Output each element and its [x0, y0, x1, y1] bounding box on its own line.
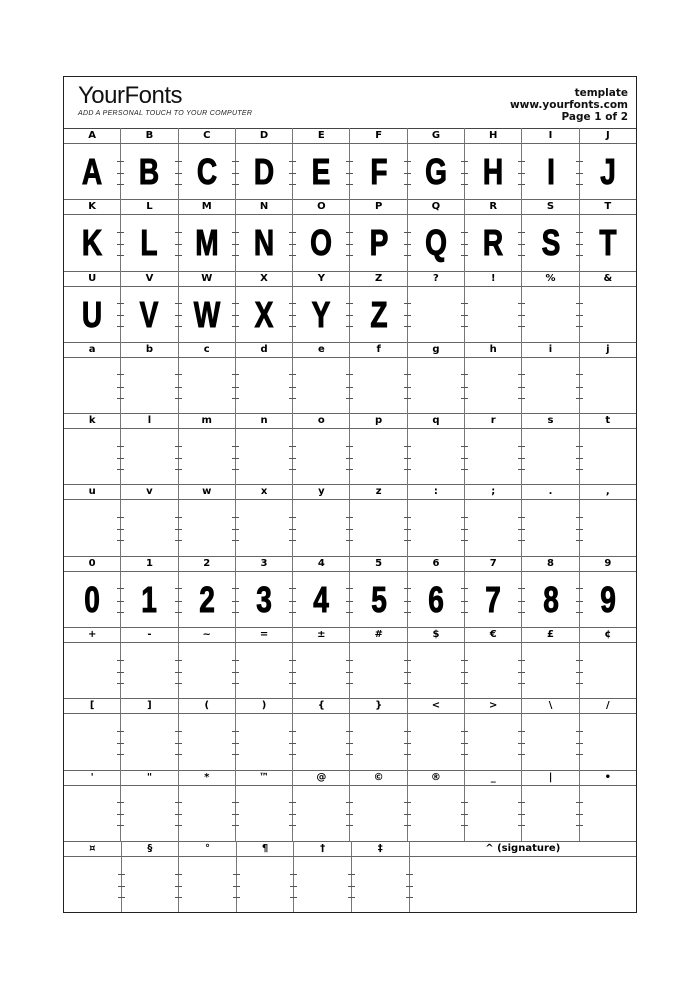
character-label: c: [179, 342, 236, 357]
glyph-cell[interactable]: [580, 215, 636, 270]
character-label: m: [179, 413, 236, 428]
glyph-sample: H: [483, 151, 504, 192]
glyph-cell[interactable]: [465, 500, 522, 555]
glyph-cell[interactable]: [121, 643, 178, 698]
character-label: 0: [64, 556, 121, 571]
glyph-cell[interactable]: [236, 643, 293, 698]
character-label: y: [293, 484, 350, 499]
signature-label: ^ (signature): [485, 842, 561, 854]
grid-row: [64, 698, 636, 769]
glyph-cell[interactable]: [580, 572, 636, 627]
character-label: t: [605, 415, 611, 427]
grid-row: [64, 484, 636, 555]
character-label: _: [465, 770, 522, 785]
character-label: Y: [293, 271, 350, 286]
character-label: w: [179, 484, 236, 499]
character-label: 8: [522, 556, 579, 571]
character-label: A: [64, 128, 121, 143]
glyph-cell[interactable]: [522, 643, 579, 698]
character-label: }: [350, 698, 407, 713]
font-template-sheet: [63, 76, 637, 913]
glyph-cell[interactable]: [236, 144, 293, 199]
character-label: 3: [236, 556, 293, 571]
glyph-cell[interactable]: [293, 215, 350, 270]
glyph-cell[interactable]: [580, 429, 636, 484]
glyph-cell[interactable]: [293, 714, 350, 769]
glyph-sample: 6: [428, 578, 444, 620]
glyph-cell[interactable]: [522, 358, 579, 413]
glyph-cell[interactable]: [408, 358, 465, 413]
character-label: !: [465, 271, 522, 286]
glyph-sample: L: [140, 222, 159, 264]
character-label: ?: [408, 271, 465, 286]
glyph-cell[interactable]: [179, 287, 236, 342]
glyph-cell[interactable]: [408, 643, 465, 698]
glyph-cell[interactable]: [522, 500, 579, 555]
character-label: ¶: [237, 841, 295, 856]
glyph-sample: Y: [311, 293, 331, 335]
glyph-sample: P: [369, 222, 388, 264]
glyph-cell[interactable]: [580, 714, 636, 769]
glyph-cell[interactable]: [293, 144, 350, 199]
character-label: ±: [293, 627, 350, 642]
character-label: L: [121, 199, 178, 214]
glyph-cell[interactable]: [236, 500, 293, 555]
glyph-cell[interactable]: [236, 714, 293, 769]
character-label: ®: [408, 770, 465, 785]
character-label: D: [236, 128, 293, 143]
glyph-cell[interactable]: [121, 358, 178, 413]
glyph-sample: 3: [256, 578, 272, 620]
character-label: M: [179, 199, 236, 214]
glyph-cell[interactable]: [64, 429, 121, 484]
glyph-cell[interactable]: [236, 786, 293, 841]
glyph-cell[interactable]: [522, 215, 579, 270]
character-label: .: [522, 484, 579, 499]
character-label: ‡: [352, 841, 410, 856]
character-label: 1: [121, 556, 178, 571]
character-label: >: [465, 698, 522, 713]
grid-row: [64, 342, 636, 413]
glyph-cell[interactable]: [465, 144, 522, 199]
template-label: template: [574, 87, 628, 99]
character-label: §: [122, 841, 180, 856]
glyph-cell[interactable]: [580, 358, 636, 413]
glyph-row: [64, 429, 636, 485]
character-label: ©: [350, 770, 407, 785]
glyph-cell[interactable]: [580, 144, 636, 199]
glyph-cell[interactable]: [465, 429, 522, 484]
character-label: a: [64, 342, 121, 357]
glyph-cell[interactable]: [121, 500, 178, 555]
character-label: Z: [350, 271, 407, 286]
glyph-row: [64, 358, 636, 414]
character-label: ;: [465, 484, 522, 499]
glyph-cell[interactable]: [350, 643, 407, 698]
character-label: &: [603, 272, 613, 284]
label-row: [64, 627, 636, 643]
glyph-cell[interactable]: [236, 287, 293, 342]
character-label: e: [293, 342, 350, 357]
glyph-cell[interactable]: [293, 572, 350, 627]
character-label: E: [293, 128, 350, 143]
glyph-row: [64, 144, 636, 200]
glyph-row: [64, 287, 636, 343]
glyph-cell[interactable]: [293, 643, 350, 698]
glyph-cell[interactable]: [64, 287, 121, 342]
glyph-cell[interactable]: [465, 643, 522, 698]
character-label: V: [121, 271, 178, 286]
character-label: U: [64, 271, 121, 286]
glyph-cell[interactable]: [64, 643, 121, 698]
character-label: -: [121, 627, 178, 642]
glyph-sample: 5: [370, 578, 387, 620]
glyph-cell[interactable]: [408, 500, 465, 555]
character-label: r: [465, 413, 522, 428]
character-label: (: [179, 698, 236, 713]
label-row: [64, 271, 636, 287]
glyph-cell[interactable]: [179, 572, 236, 627]
glyph-sample: Z: [370, 293, 388, 335]
glyph-cell[interactable]: [179, 358, 236, 413]
glyph-cell[interactable]: [293, 500, 350, 555]
character-label: v: [121, 484, 178, 499]
glyph-cell[interactable]: [64, 358, 121, 413]
glyph-cell[interactable]: [465, 358, 522, 413]
character-label: W: [179, 271, 236, 286]
character-label: T: [604, 201, 612, 213]
character-label: {: [293, 698, 350, 713]
glyph-sample: C: [196, 151, 217, 192]
glyph-cell[interactable]: [121, 786, 178, 841]
character-label: K: [64, 199, 121, 214]
header: [64, 77, 636, 129]
glyph-cell[interactable]: [408, 287, 465, 342]
glyph-sample: W: [193, 293, 220, 335]
glyph-cell[interactable]: [522, 429, 579, 484]
glyph-cell[interactable]: [350, 358, 407, 413]
glyph-sample: A: [82, 151, 103, 192]
glyph-cell[interactable]: [408, 429, 465, 484]
glyph-cell[interactable]: [350, 500, 407, 555]
glyph-cell[interactable]: [352, 857, 410, 912]
glyph-sample: 7: [485, 578, 502, 620]
character-label: u: [64, 484, 121, 499]
glyph-sample: O: [310, 222, 333, 264]
glyph-cell[interactable]: [580, 500, 636, 555]
glyph-cell[interactable]: [522, 786, 579, 841]
glyph-cell[interactable]: [293, 287, 350, 342]
character-label: i: [522, 342, 579, 357]
character-label: h: [465, 342, 522, 357]
character-label: •: [604, 771, 612, 783]
glyph-row: [64, 500, 636, 556]
glyph-cell[interactable]: [465, 786, 522, 841]
glyph-cell[interactable]: [408, 786, 465, 841]
glyph-cell[interactable]: [465, 287, 522, 342]
character-label: *: [179, 770, 236, 785]
character-label: ¢: [604, 629, 612, 641]
glyph-cell[interactable]: [293, 786, 350, 841]
grid-row: [64, 128, 636, 199]
tagline: ADD A PERSONAL TOUCH TO YOUR COMPUTER: [78, 110, 253, 117]
glyph-cell[interactable]: [580, 287, 636, 342]
character-label: °: [179, 841, 237, 856]
grid-row: [64, 770, 636, 841]
glyph-sample: 0: [84, 578, 100, 620]
glyph-cell[interactable]: [522, 714, 579, 769]
glyph-cell[interactable]: [179, 714, 236, 769]
glyph-cell[interactable]: [580, 786, 636, 841]
glyph-cell[interactable]: [179, 215, 236, 270]
character-label: ': [64, 770, 121, 785]
glyph-cell[interactable]: [121, 429, 178, 484]
grid-row: [64, 413, 636, 484]
glyph-cell[interactable]: [465, 215, 522, 270]
character-label: /: [605, 700, 610, 712]
glyph-cell[interactable]: [350, 714, 407, 769]
character-label: ¤: [64, 841, 122, 856]
glyph-cell[interactable]: [179, 643, 236, 698]
character-label: %: [522, 271, 579, 286]
glyph-sample: T: [599, 222, 617, 264]
glyph-cell[interactable]: [121, 144, 178, 199]
character-label: k: [64, 413, 121, 428]
character-label: †: [294, 841, 352, 856]
character-label: B: [121, 128, 178, 143]
glyph-cell[interactable]: [350, 786, 407, 841]
character-label: l: [121, 413, 178, 428]
character-label: @: [293, 770, 350, 785]
glyph-sample: 1: [141, 578, 158, 620]
header-meta: [510, 87, 628, 123]
character-label: n: [236, 413, 293, 428]
character-label: 4: [293, 556, 350, 571]
grid-row: [64, 199, 636, 270]
label-row: [64, 128, 636, 144]
glyph-sample: X: [254, 293, 274, 335]
character-label: N: [236, 199, 293, 214]
page-indicator: Page 1 of 2: [561, 111, 628, 123]
character-label: b: [121, 342, 178, 357]
glyph-cell[interactable]: [236, 358, 293, 413]
grid-row: [64, 627, 636, 698]
character-label: £: [522, 627, 579, 642]
character-label: #: [350, 627, 407, 642]
glyph-cell[interactable]: [121, 714, 178, 769]
label-row: [64, 342, 636, 358]
glyph-cell[interactable]: [350, 215, 407, 270]
glyph-sample: S: [541, 222, 560, 264]
character-label: f: [350, 342, 407, 357]
glyph-cell[interactable]: [465, 714, 522, 769]
glyph-sample: G: [425, 151, 447, 192]
label-row: [64, 484, 636, 500]
character-label: 2: [179, 556, 236, 571]
glyph-cell[interactable]: [350, 144, 407, 199]
glyph-sample: K: [82, 222, 103, 264]
character-label: d: [236, 342, 293, 357]
glyph-cell[interactable]: [64, 500, 121, 555]
glyph-cell[interactable]: [294, 857, 352, 912]
character-label: G: [408, 128, 465, 143]
glyph-sample: V: [140, 293, 159, 335]
character-label: ~: [179, 627, 236, 642]
glyph-sample: U: [82, 293, 103, 335]
label-row: [64, 556, 636, 572]
label-row: [64, 841, 636, 857]
character-label: J: [605, 130, 610, 141]
label-row: [64, 413, 636, 429]
glyph-sample: E: [311, 151, 331, 192]
character-label: 9: [604, 557, 612, 569]
character-label: ™: [236, 770, 293, 785]
glyph-cell[interactable]: [293, 429, 350, 484]
character-label: S: [522, 199, 579, 214]
character-label: s: [522, 413, 579, 428]
glyph-cell[interactable]: [179, 500, 236, 555]
label-row: [64, 770, 636, 786]
glyph-cell[interactable]: [236, 429, 293, 484]
glyph-cell[interactable]: [408, 215, 465, 270]
glyph-cell[interactable]: [408, 572, 465, 627]
character-label: $: [408, 627, 465, 642]
glyph-row: [64, 714, 636, 770]
grid-row: [64, 271, 636, 342]
glyph-sample: 8: [542, 578, 559, 620]
glyph-cell[interactable]: [522, 572, 579, 627]
character-label: :: [408, 484, 465, 499]
label-row: [64, 698, 636, 714]
glyph-cell[interactable]: [236, 572, 293, 627]
glyph-cell[interactable]: [236, 215, 293, 270]
glyph-cell[interactable]: [121, 215, 178, 270]
label-row: [64, 199, 636, 215]
glyph-cell[interactable]: [179, 429, 236, 484]
glyph-cell[interactable]: [465, 572, 522, 627]
glyph-cell[interactable]: [237, 857, 295, 912]
glyph-sample: 9: [600, 578, 616, 620]
glyph-cell[interactable]: [64, 215, 121, 270]
character-label: I: [522, 128, 579, 143]
character-label: ]: [121, 698, 178, 713]
character-label: F: [350, 128, 407, 143]
glyph-cell[interactable]: [350, 572, 407, 627]
glyph-sample: N: [253, 222, 275, 264]
glyph-sample: I: [546, 151, 555, 192]
glyph-cell[interactable]: [64, 857, 122, 912]
glyph-cell[interactable]: [179, 857, 237, 912]
character-label: g: [408, 342, 465, 357]
glyph-sample: 2: [198, 578, 215, 620]
character-label: ,: [605, 486, 610, 498]
character-label: ): [236, 698, 293, 713]
glyph-cell[interactable]: [179, 144, 236, 199]
logo: YourFonts: [78, 82, 183, 109]
glyph-cell[interactable]: [580, 643, 636, 698]
glyph-cell[interactable]: [179, 786, 236, 841]
character-label: 7: [465, 556, 522, 571]
glyph-row: [64, 643, 636, 699]
glyph-sample: Q: [425, 222, 447, 264]
character-label: z: [350, 484, 407, 499]
character-label: p: [350, 413, 407, 428]
character-label: =: [236, 627, 293, 642]
glyph-row: [64, 215, 636, 271]
glyph-cell[interactable]: [522, 287, 579, 342]
character-label: q: [408, 413, 465, 428]
character-label: 5: [350, 556, 407, 571]
character-label: ": [121, 770, 178, 785]
character-label: R: [465, 199, 522, 214]
glyph-sample: R: [483, 222, 504, 264]
glyph-cell[interactable]: [121, 572, 178, 627]
character-label: H: [465, 128, 522, 143]
glyph-cell[interactable]: [122, 857, 180, 912]
character-label: €: [465, 627, 522, 642]
character-label: |: [522, 770, 579, 785]
character-grid: [64, 128, 636, 912]
glyph-cell[interactable]: [522, 144, 579, 199]
character-label: 6: [408, 556, 465, 571]
character-label: P: [350, 199, 407, 214]
character-label: +: [64, 627, 121, 642]
glyph-cell[interactable]: [121, 287, 178, 342]
glyph-cell[interactable]: [408, 144, 465, 199]
character-label: <: [408, 698, 465, 713]
character-label: Q: [408, 199, 465, 214]
character-label: C: [179, 128, 236, 143]
character-label: o: [293, 413, 350, 428]
glyph-cell[interactable]: [64, 714, 121, 769]
glyph-row: [64, 857, 636, 912]
glyph-cell[interactable]: [64, 144, 121, 199]
character-label: j: [606, 343, 610, 355]
character-label: X: [236, 271, 293, 286]
glyph-sample: F: [370, 151, 388, 192]
character-label: O: [293, 199, 350, 214]
glyph-sample: D: [253, 151, 275, 192]
character-label: \: [522, 698, 579, 713]
glyph-cell[interactable]: [64, 786, 121, 841]
signature-field[interactable]: [410, 857, 636, 912]
character-label: [: [64, 698, 121, 713]
grid-row: [64, 556, 636, 627]
glyph-cell[interactable]: [408, 714, 465, 769]
glyph-row: [64, 572, 636, 628]
glyph-sample: J: [600, 151, 616, 192]
glyph-cell[interactable]: [350, 287, 407, 342]
glyph-sample: B: [139, 151, 160, 192]
glyph-cell[interactable]: [64, 572, 121, 627]
glyph-cell[interactable]: [293, 358, 350, 413]
glyph-sample: 4: [313, 578, 330, 620]
glyph-cell[interactable]: [350, 429, 407, 484]
grid-row: [64, 841, 636, 912]
glyph-sample: M: [195, 222, 219, 264]
character-label: x: [236, 484, 293, 499]
website-link[interactable]: www.yourfonts.com: [509, 99, 628, 111]
glyph-row: [64, 786, 636, 842]
